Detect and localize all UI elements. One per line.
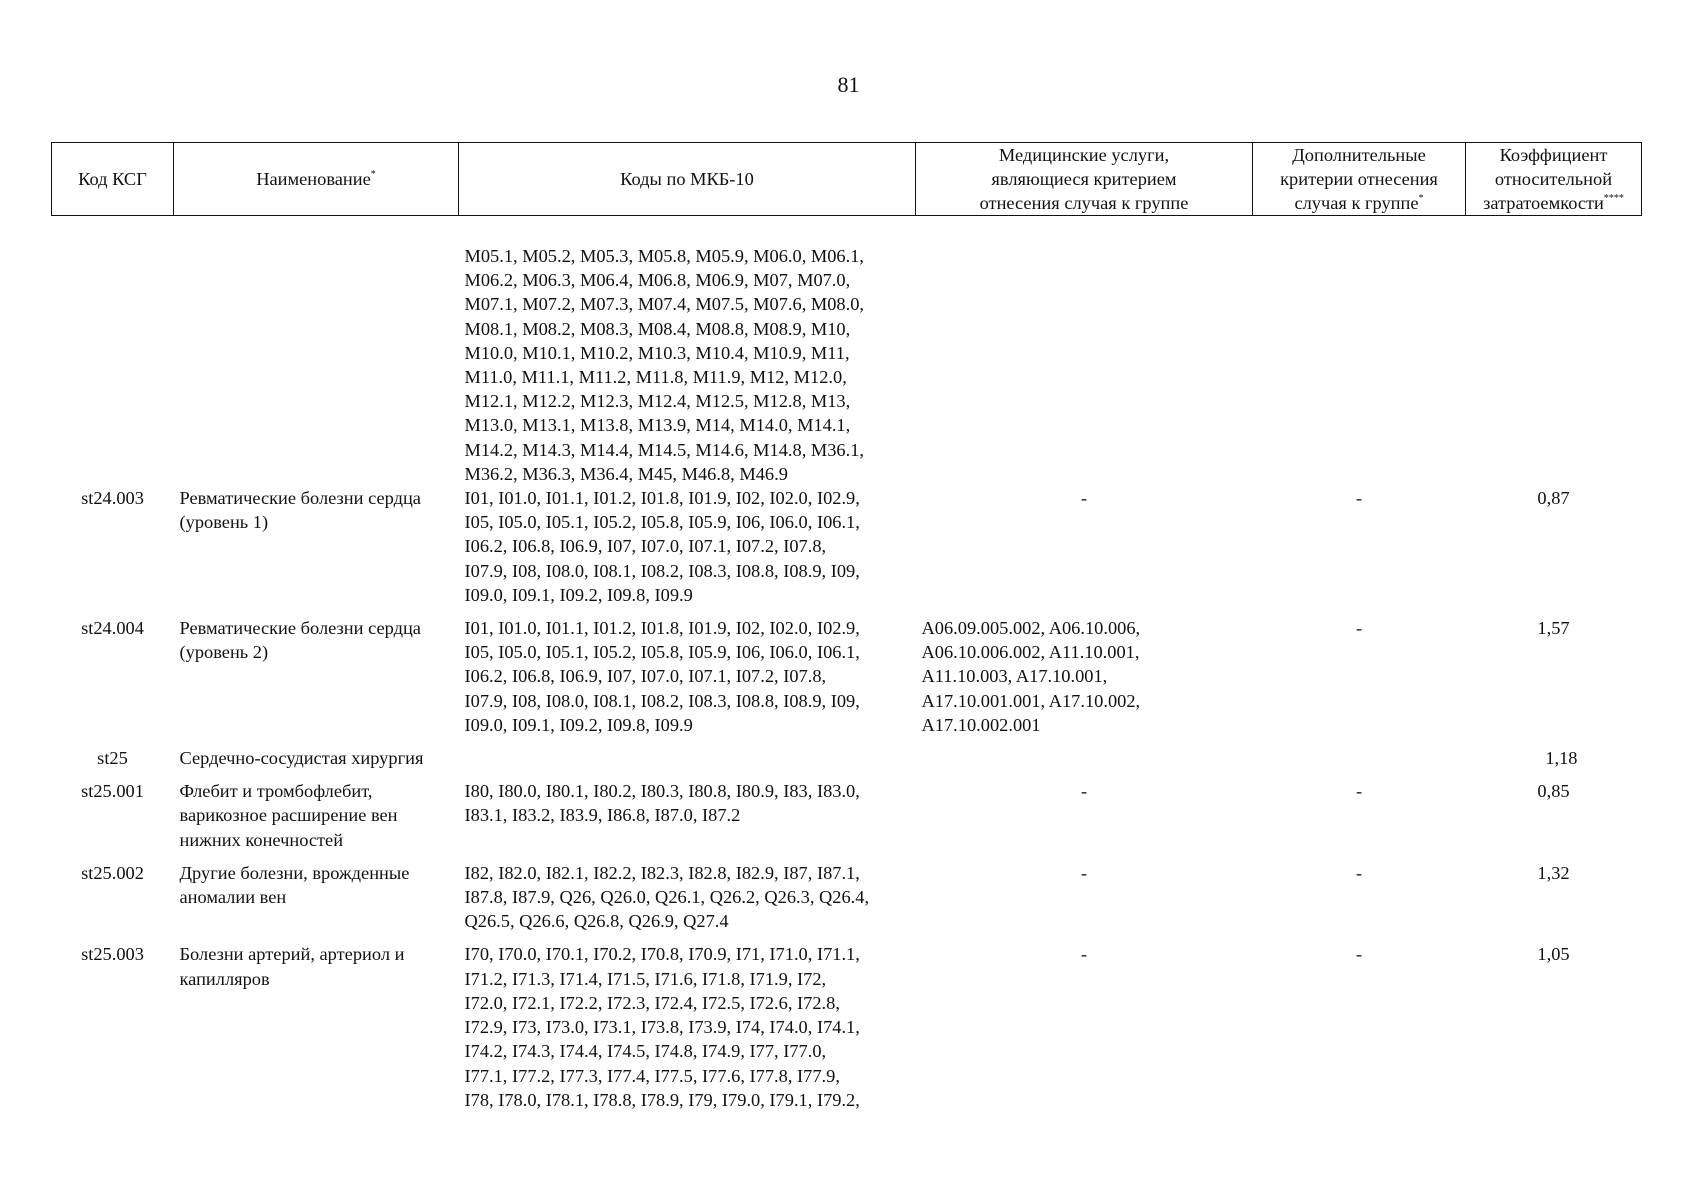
header-icd-codes: Коды по МКБ-10 — [459, 143, 916, 216]
icd-codes: M05.1, M05.2, M05.3, M05.8, M05.9, M06.0, M06.1, M06.2, M06.3, M06.4, M06.8, M06.9, M07, M07.0, M07.1, M07.2, M07.3, M07.4, M07.5, M07.6, M08.0, M08.1, M08.2, M08.3, M08.4, M08.8, M08.9, M10, M10.0, M10.1, M10.2, M10.3, M10.4, M10.9, M11, M11.0, M11.1, M11.2, M11.8, M11.9, M12, M12.0, M12.1, M12.2, M12.3, M12.4, M12.5, M12.8, M13, M13.0, M13.1, M13.8, M13.9, M14, M14.0, M14.1, M14.2, M14.3, M14.4, M14.5, M14.6, M14.8, M36.1, M36.2, M36.3, M36.4, M45, M46.8, M46.9 I01, I01.0, I01.1, I01.2, I01.8, I01.9, I02, I02.0, I02.9, I05, I05.0, I05.1, I05.2, I05.8, I05.9, I06, I06.0, I06.1, I06.2, I06.8, I06.9, I07, I07.0, I07.1, I07.2, I07.8, I07.9, I08, I08.0, I08.1, I08.2, I08.3, I08.8, I08.9, I09, I09.0, I09.1, I09.2, I09.8, I09.9 — [459, 244, 916, 616]
icd-codes: I01, I01.0, I01.1, I01.2, I01.8, I01.9, I02, I02.0, I02.9, I05, I05.0, I05.1, I05.2, I05.8, I05.9, I06, I06.0, I06.1, I06.2, I06.8, I06.9, I07, I07.0, I07.1, I07.2, I07.8, I07.9, I08, I08.0, I08.1, I08.2, I08.3, I08.8, I08.9, I09, I09.0, I09.1, I09.2, I09.8, I09.9 — [464, 618, 860, 735]
services: A06.09.005.002, A06.10.006, A06.10.006.002, A11.10.001, A11.10.003, A17.10.001, A17.10.001.001, A17.10.002, A17.10.002.001 — [921, 618, 1141, 735]
header-extra-criteria: Дополнительные критерии отнесения случая к группе* — [1253, 143, 1466, 216]
extra-criteria: - — [1355, 862, 1363, 883]
header-services: Медицинские услуги, являющиеся критерием отнесения случая к группе — [916, 143, 1253, 216]
coefficient: 0,87 — [1537, 488, 1570, 508]
extra-criteria: - — [1355, 781, 1363, 802]
coefficient: 0,85 — [1537, 781, 1570, 802]
ksg-code: st24.003 — [81, 488, 144, 508]
coefficient: 1,18 — [1545, 748, 1578, 769]
icd-codes: I70, I70.0, I70.1, I70.2, I70.8, I70.9, I71, I71.0, I71.1, I71.2, I71.3, I71.4, I71.5, I71.6, I71.8, I71.9, I72, I72.0, I72.1, I72.2, I72.3, I72.4, I72.5, I72.6, I72.8, I72.9, I73, I73.0, I73.1, I73.8, I73.9, I74, I74.0, I74.1, I74.2, I74.3, I74.4, I74.5, I74.8, I74.9, I77, I77.0, I77.1, I77.2, I77.3, I77.4, I77.5, I77.6, I77.8, I77.9, I78, I78.0, I78.1, I78.8, I78.9, I79, I79.0, I79.1, I79.2, — [464, 944, 860, 1110]
ksg-table — [51, 142, 1642, 1121]
icd-codes — [459, 746, 916, 779]
table-row — [52, 244, 1642, 616]
extra-criteria: - — [1355, 488, 1363, 508]
services: - — [1080, 944, 1088, 965]
footnote-mark: **** — [1603, 193, 1624, 204]
ksg-name: Другие болезни, врожденные аномалии вен — [179, 862, 410, 908]
ksg-code: st25.002 — [81, 862, 144, 883]
ksg-name: Ревматические болезни сердца (уровень 1) — [179, 488, 421, 533]
table-header-row — [52, 143, 1642, 216]
ksg-name: Сердечно-сосудистая хирургия — [179, 748, 424, 769]
ksg-code: st25.003 — [81, 944, 144, 965]
footnote-mark: * — [1418, 193, 1424, 204]
table-row — [52, 746, 1642, 779]
table-row — [52, 616, 1642, 746]
header-code: Код КСГ — [52, 143, 174, 216]
header-coefficient: Коэффициент относительной затратоемкости**** — [1466, 143, 1642, 216]
ksg-code: st25.001 — [81, 781, 144, 802]
ksg-name: Флебит и тромбофлебит, варикозное расширение вен нижних конечностей — [179, 781, 398, 850]
page-number: 81 — [837, 72, 860, 97]
extra-criteria — [1253, 746, 1466, 779]
coefficient: 1,32 — [1537, 862, 1570, 883]
icd-codes: I80, I80.0, I80.1, I80.2, I80.3, I80.8, I80.9, I83, I83.0, I83.1, I83.2, I83.9, I86.8, I87.0, I87.2 — [464, 781, 860, 826]
table-row — [52, 779, 1642, 861]
extra-criteria: - — [1355, 944, 1363, 965]
services — [916, 746, 1253, 779]
icd-codes: I82, I82.0, I82.1, I82.2, I82.3, I82.8, I82.9, I87, I87.1, I87.8, I87.9, Q26, Q26.0, Q26.1, Q26.2, Q26.3, Q26.4, Q26.5, Q26.6, Q26.8, Q26.9, Q27.4 — [464, 862, 870, 932]
services: - — [1080, 862, 1088, 883]
services: - — [1080, 488, 1088, 508]
ksg-code: st25 — [97, 748, 128, 769]
extra-criteria: - — [1355, 618, 1363, 639]
coefficient: 1,57 — [1537, 618, 1570, 639]
icd-codes-continuation: M05.1, M05.2, M05.3, M05.8, M05.9, M06.0, M06.1, M06.2, M06.3, M06.4, M06.8, M06.9, M07, M07.0, M07.1, M07.2, M07.3, M07.4, M07.5, M07.6, M08.0, M08.1, M08.2, M08.3, M08.4, M08.8, M08.9, M10, M10.0, M10.1, M10.2, M10.3, M10.4, M10.9, M11, M11.0, M11.1, M11.2, M11.8, M11.9, M12, M12.0, M12.1, M12.2, M12.3, M12.4, M12.5, M12.8, M13, M13.0, M13.1, M13.8, M13.9, M14, M14.0, M14.1, M14.2, M14.3, M14.4, M14.5, M14.6, M14.8, M36.1, M36.2, M36.3, M36.4, M45, M46.8, M46.9 — [464, 246, 865, 484]
header-name: Наименование* — [174, 143, 459, 216]
ksg-name: Болезни артерий, артериол и капилляров — [179, 944, 405, 989]
ksg-code: st24.004 — [81, 618, 144, 639]
table-row — [52, 942, 1642, 1120]
ksg-name: Ревматические болезни сердца (уровень 2) — [179, 618, 421, 663]
footnote-mark: * — [370, 169, 376, 180]
table-row — [52, 861, 1642, 943]
services: - — [1080, 781, 1088, 802]
coefficient: 1,05 — [1537, 944, 1570, 965]
